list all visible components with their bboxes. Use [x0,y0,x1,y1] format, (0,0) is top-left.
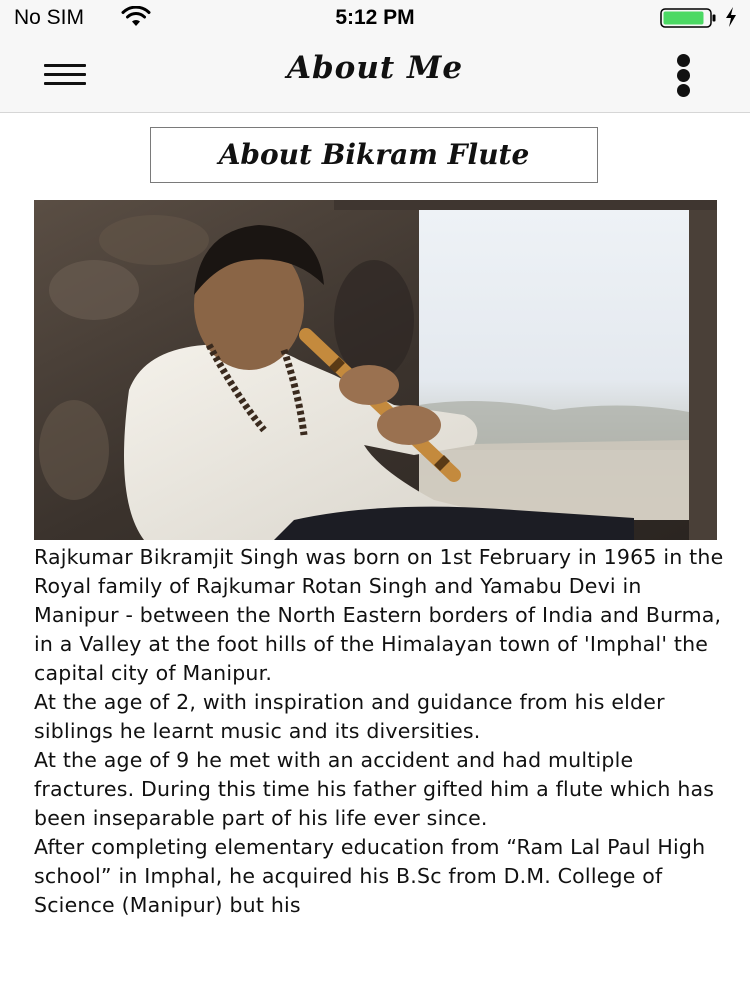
bio-paragraph: After completing elementary education from “Ram Lal Paul High school” in Imphal, he acquired his B.Sc from D.M. College of Science (Manipur) but his [34,835,706,917]
page-title: About Me [286,50,464,86]
charging-bolt-icon [724,6,738,28]
bio-paragraph: At the age of 9 he met with an accident and had multiple fractures. During this time his father gifted him a flute which has been inseparable part of his life ever since. [34,748,715,830]
flutist-photo [34,200,717,540]
bio-text [34,543,724,920]
section-heading: About Bikram Flute [150,127,598,183]
navigation-bar [0,36,750,113]
more-vertical-icon[interactable] [664,48,704,100]
carrier-label: No SIM [14,6,85,29]
battery-icon [660,8,718,28]
status-bar [0,0,750,36]
bio-paragraph: At the age of 2, with inspiration and guidance from his elder siblings he learnt music and its diversities. [34,690,665,743]
bio-paragraph: Rajkumar Bikramjit Singh was born on 1st February in 1965 in the Royal family of Rajkumar Rotan Singh and Yamabu Devi in Manipur - between the North Eastern borders of India and Burma, in a Valley at the foot hills of the Himalayan town of 'Imphal' the capital city of Manipur. [34,545,724,685]
clock-label: 5:12 PM [335,6,415,29]
